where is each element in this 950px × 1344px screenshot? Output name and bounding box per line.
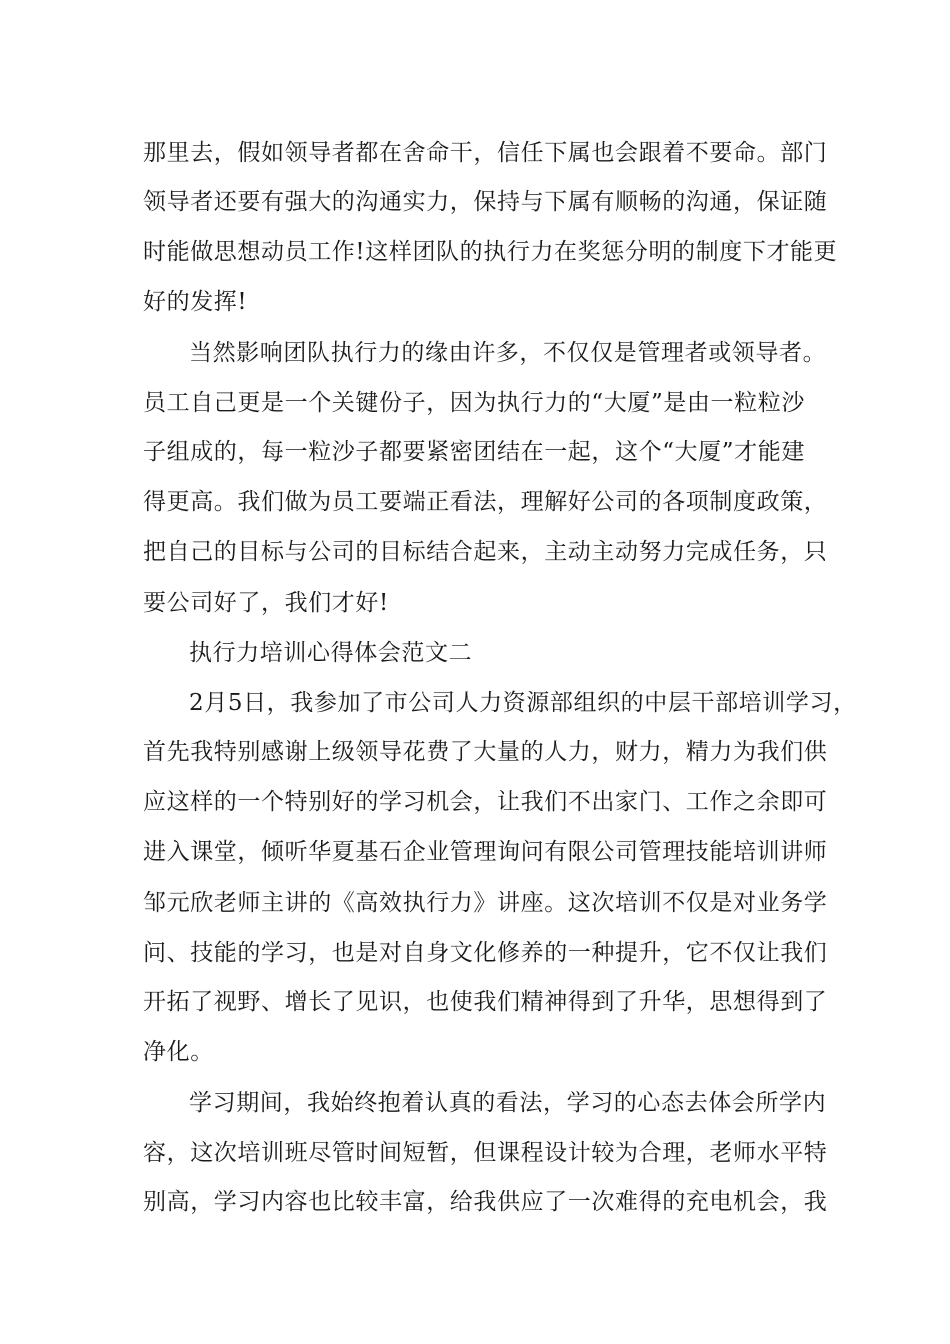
text-line: 进入课堂，倾听华夏基石企业管理询问有限公司管理技能培训讲师 <box>143 839 828 865</box>
text-line: 开拓了视野、增长了见识，也使我们精神得到了升华，思想得到了 <box>143 989 828 1015</box>
paragraph-start-line: 2月5日，我参加了市公司人力资源部组织的中层干部培训学习， <box>189 690 857 716</box>
text-line: 应这样的一个特别好的学习机会，让我们不出家门、工作之余即可 <box>143 789 828 815</box>
text-line: 子组成的，每一粒沙子都要紧密团结在一起，这个“大厦”才能建 <box>143 439 805 465</box>
paragraph-start-line: 学习期间，我始终抱着认真的看法，学习的心态去体会所学内 <box>189 1090 827 1116</box>
text-line: 容，这次培训班尽管时间短暂，但课程设计较为合理，老师水平特 <box>143 1140 828 1166</box>
text-line: 邹元欣老师主讲的《高效执行力》讲座。这次培训不仅是对业务学 <box>143 890 828 916</box>
text-line: 时能做思想动员工作!这样团队的执行力在奖惩分明的制度下才能更 <box>143 239 838 265</box>
section-heading: 执行力培训心得体会范文二 <box>189 640 473 666</box>
text-line: 把自己的目标与公司的目标结合起来，主动主动努力完成任务，只 <box>143 539 828 565</box>
text-line: 领导者还要有强大的沟通实力，保持与下属有顺畅的沟通，保证随 <box>143 189 828 215</box>
text-line: 员工自己更是一个关键份子，因为执行力的“大厦”是由一粒粒沙 <box>143 390 805 416</box>
text-line: 首先我特别感谢上级领导花费了大量的人力，财力，精力为我们供 <box>143 739 828 765</box>
text-line: 得更高。我们做为员工要端正看法，理解好公司的各项制度政策， <box>143 489 828 515</box>
paragraph-start-line: 当然影响团队执行力的缘由许多，不仅仅是管理者或领导者。 <box>189 340 827 366</box>
text-line: 要公司好了，我们才好! <box>143 590 389 616</box>
text-line: 好的发挥! <box>143 289 248 315</box>
text-line: 净化。 <box>143 1039 214 1065</box>
text-line: 问、技能的学习，也是对自身文化修养的一种提升，它不仅让我们 <box>143 940 828 966</box>
text-line: 那里去，假如领导者都在舍命干，信任下属也会跟着不要命。部门 <box>143 140 828 166</box>
text-line: 别高，学习内容也比较丰富，给我供应了一次难得的充电机会，我 <box>143 1189 828 1215</box>
